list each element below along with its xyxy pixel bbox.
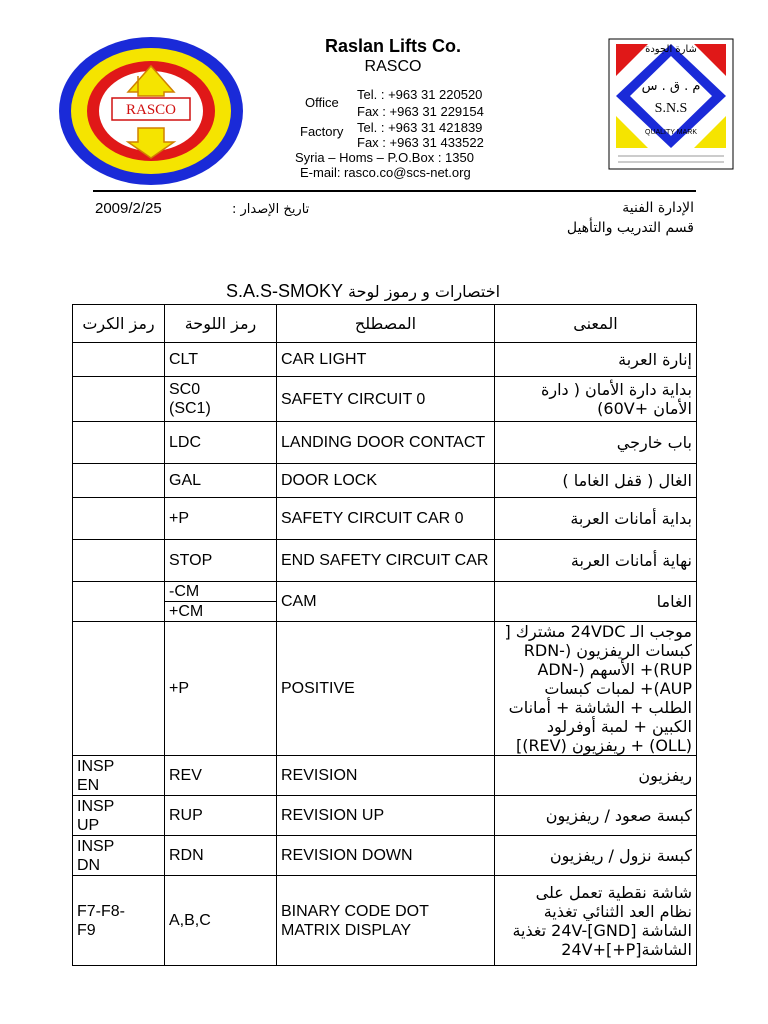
cell-term: END SAFETY CIRCUIT CAR <box>277 540 495 582</box>
table-row <box>73 540 697 582</box>
logo-text: RASCO <box>125 102 177 118</box>
cell-meaning: باب خارجي <box>495 422 697 464</box>
cell-card: INSP UP <box>73 796 165 836</box>
cell-card <box>73 540 165 582</box>
cell-term: SAFETY CIRCUIT 0 <box>277 377 495 422</box>
issue-date: 2009/2/25 <box>95 200 162 217</box>
cell-code: LDC <box>165 422 277 464</box>
header-term: المصطلح <box>277 305 495 343</box>
cell-term: DOOR LOCK <box>277 464 495 498</box>
cell-card <box>73 422 165 464</box>
cell-meaning: بداية أمانات العربة <box>495 498 697 540</box>
table-row <box>73 343 697 377</box>
quality-logo-top: شارة الجودة <box>645 44 697 55</box>
cell-code-a: -CM <box>169 583 200 600</box>
cell-meaning: كبسة صعود / ريفزيون <box>495 796 697 836</box>
factory-label: Factory <box>300 124 344 139</box>
abbreviations-table <box>72 304 697 966</box>
cell-term: CAR LIGHT <box>277 343 495 377</box>
cell-card <box>73 343 165 377</box>
cell-card: INSP DN <box>73 836 165 876</box>
header-meaning: المعنى <box>495 305 697 343</box>
cell-term: REVISION UP <box>277 796 495 836</box>
cell-meaning: الغال ( قفل الغاما ) <box>495 464 697 498</box>
cell-code: +P <box>165 622 277 756</box>
factory-fax: Fax : +963 31 433522 <box>357 135 484 150</box>
cell-code: SC0 (SC1) <box>165 377 277 422</box>
table-row <box>73 836 697 876</box>
office-label: Office <box>305 95 339 110</box>
cell-meaning: نهاية أمانات العربة <box>495 540 697 582</box>
department: الإدارة الفنية <box>622 200 694 216</box>
cell-code-split <box>165 582 277 622</box>
address: Syria – Homs – P.O.Box : 1350 <box>295 150 474 165</box>
cell-meaning: إنارة العربة <box>495 343 697 377</box>
header-divider <box>93 190 696 192</box>
cell-card: INSP EN <box>73 756 165 796</box>
cell-term: BINARY CODE DOT MATRIX DISPLAY <box>277 876 495 966</box>
cell-meaning: الغاما <box>495 582 697 622</box>
table-row <box>73 876 697 966</box>
cell-code-b: +CM <box>165 601 276 621</box>
issue-date-label: تاريخ الإصدار : <box>232 202 310 217</box>
cell-card <box>73 464 165 498</box>
cell-code: REV <box>165 756 277 796</box>
table-row <box>73 582 697 622</box>
cell-card: F7-F8- F9 <box>73 876 165 966</box>
table-row <box>73 756 697 796</box>
company-short-name: RASCO <box>364 58 422 75</box>
company-name: Raslan Lifts Co. <box>324 36 462 56</box>
email: E-mail: rasco.co@scs-net.org <box>300 165 471 180</box>
quality-mark-logo <box>608 38 734 170</box>
cell-code: A,B,C <box>165 876 277 966</box>
quality-logo-text: S.N.S <box>654 101 688 116</box>
table-row <box>73 498 697 540</box>
cell-term: SAFETY CIRCUIT CAR 0 <box>277 498 495 540</box>
office-fax: Fax : +963 31 229154 <box>357 104 484 119</box>
cell-code: RDN <box>165 836 277 876</box>
factory-tel: Tel. : +963 31 421839 <box>357 120 483 135</box>
cell-meaning: موجب الـ 24VDC مشترك [ كبسات الريفزيون (RDN-RUP)+ الأسهم (ADN-AUP)+ لمبات كبسات الطلب + الشاشة + أمانات الكبين + لمبة أوفرلود (OLL) + ريفزيون (REV)] <box>495 622 697 756</box>
cell-card <box>73 582 165 622</box>
cell-card <box>73 498 165 540</box>
document-title <box>226 281 500 302</box>
table-row <box>73 464 697 498</box>
header-board-code: رمز اللوحة <box>165 305 277 343</box>
cell-meaning: ريفزيون <box>495 756 697 796</box>
cell-term: LANDING DOOR CONTACT <box>277 422 495 464</box>
table-header-row <box>73 305 697 343</box>
table-row <box>73 422 697 464</box>
cell-card <box>73 377 165 422</box>
cell-code: RUP <box>165 796 277 836</box>
cell-code: CLT <box>165 343 277 377</box>
cell-meaning: شاشة نقطية تعمل على نظام العد الثنائي تغذية الشاشة 24V-[GND] تغذية الشاشة24V+[+P] <box>495 876 697 966</box>
table-row <box>73 377 697 422</box>
title-arabic: اختصارات و رموز لوحة <box>348 282 501 301</box>
header-card-code: رمز الكرت <box>73 305 165 343</box>
cell-meaning: بداية دارة الأمان ( دارة الأمان +60V) <box>495 377 697 422</box>
cell-code: GAL <box>165 464 277 498</box>
quality-logo-arabic: م . ق . س <box>641 79 701 94</box>
section: قسم التدريب والتأهيل <box>566 220 694 236</box>
title-latin: S.A.S-SMOKY <box>226 281 344 301</box>
quality-logo-mark: QUALITY MARK <box>645 129 697 136</box>
cell-term: CAM <box>277 582 495 622</box>
table-row <box>73 796 697 836</box>
office-tel: Tel. : +963 31 220520 <box>357 87 483 102</box>
cell-term: REVISION <box>277 756 495 796</box>
table-row <box>73 622 697 756</box>
cell-card <box>73 622 165 756</box>
cell-code: STOP <box>165 540 277 582</box>
cell-term: REVISION DOWN <box>277 836 495 876</box>
rasco-logo <box>58 36 244 186</box>
cell-code: +P <box>165 498 277 540</box>
cell-meaning: كبسة نزول / ريفزيون <box>495 836 697 876</box>
cell-term: POSITIVE <box>277 622 495 756</box>
